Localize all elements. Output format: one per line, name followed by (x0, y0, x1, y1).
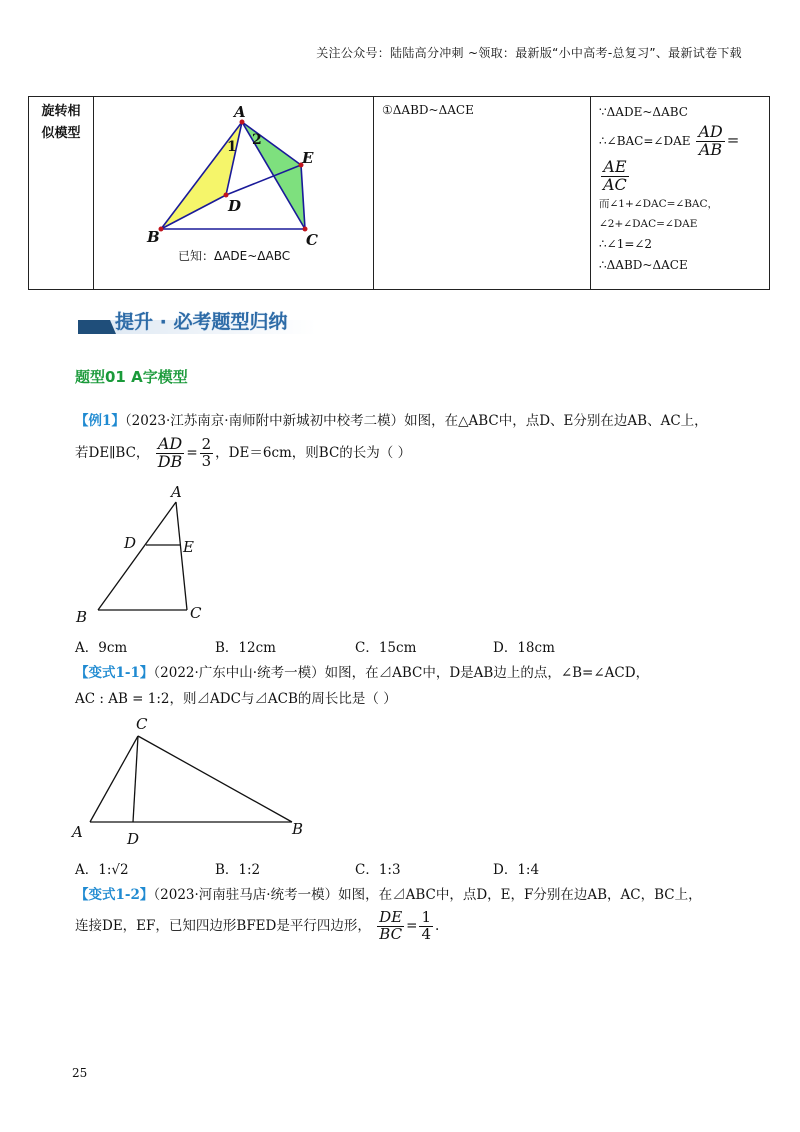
v11-label-a: A (72, 823, 83, 841)
label-a: A (234, 103, 246, 121)
proof-eq: = (726, 130, 740, 149)
variant12-end: . (435, 917, 440, 934)
proof-line-2 (599, 124, 761, 193)
example1-condition: 若DE∥BC， (75, 444, 150, 461)
ex1-label-c: C (190, 604, 202, 622)
variant12-line2 (75, 910, 439, 943)
variant11-option-c[interactable]: C．1:3 (355, 862, 401, 878)
ex1-label-e: E (183, 538, 194, 556)
label-e: E (302, 149, 314, 167)
proof-frac-ae-ac (601, 156, 629, 194)
model-proof-cell (591, 97, 770, 290)
variant12-frac-num: DE (379, 908, 403, 926)
example1-line1 (75, 410, 708, 432)
example1-option-b[interactable]: B．12cm (215, 640, 276, 656)
proof-frac-ad-ab (696, 124, 724, 159)
example1-option-d[interactable]: D．18cm (493, 640, 555, 656)
ex1-label-a: A (171, 483, 182, 501)
proof-frac-ad-ab-num: AD (698, 122, 723, 142)
model-conclusion: ①ΔABD~ΔACE (382, 103, 474, 117)
model-name: 旋转相似模型 (41, 104, 81, 141)
label-angle-1: 1 (227, 139, 237, 155)
variant12-line1 (75, 884, 702, 906)
ex1-segment-ac (176, 502, 187, 610)
model-table (28, 96, 770, 290)
variant12-frac-den: BC (379, 924, 403, 943)
label-c: C (306, 231, 318, 249)
proof-line-5: ∴∠1=∠2 (599, 237, 653, 252)
example1-question: ，DE＝6cm，则BC的长为（ ） (215, 444, 412, 461)
label-angle-2: 2 (252, 132, 262, 148)
label-d: D (228, 197, 242, 215)
page-number: 25 (72, 1066, 88, 1080)
proof-frac-ae-ac-den: AC (603, 174, 627, 194)
model-name-cell (29, 97, 94, 290)
proof-line-1: ∵ΔADE~ΔABC (599, 105, 688, 119)
ex1-label-d: D (124, 534, 137, 552)
figure-caption: 已知：ΔADE~ΔABC (178, 249, 291, 263)
example1-line2 (75, 436, 411, 471)
v11-segment-ac (90, 736, 138, 822)
example1-frac2-den: 3 (201, 451, 212, 470)
proof-line-3: 而∠1+∠DAC=∠BAC， (599, 198, 719, 211)
v11-segment-cd (133, 736, 138, 822)
example1-frac-ad-db (156, 436, 185, 471)
proof-line-2-prefix: ∴∠BAC=∠DAE (599, 133, 691, 148)
variant11-tag: 【变式1-1】 (75, 665, 154, 681)
variant12-text2: 连接DE，EF，已知四边形BFED是平行四边形， (75, 917, 371, 934)
variant12-frac2-den: 4 (421, 924, 432, 943)
variant12-frac-1-4 (419, 910, 433, 943)
variant12-tag: 【变式1-2】 (75, 887, 154, 903)
section-title: 提升 · 必考题型归纳 (115, 311, 288, 333)
variant12-frac-de-bc (377, 910, 404, 943)
example1-figure (72, 480, 222, 630)
example1-tag: 【例1】 (75, 413, 125, 429)
variant12-text1: （2023·河南驻马店·统考一模）如图，在⊿ABC中，点D，E，F分别在边AB，AC，BC上， (153, 887, 702, 903)
variant11-option-b[interactable]: B．1:2 (215, 862, 261, 878)
proof-frac-ad-ab-den: AB (698, 139, 723, 159)
example1-frac2-num: 2 (201, 435, 212, 454)
variant11-text1: （2022·广东中山·统考一模）如图，在⊿ABC中，D是AB边上的点，∠B=∠ACD， (153, 665, 650, 681)
page-header: 关注公众号：陆陆高分冲刺 ~领取：最新版“小中高考-总复习”、最新试卷下载 (316, 46, 742, 60)
variant11-figure (70, 712, 320, 852)
variant12-frac2-num: 1 (421, 908, 432, 926)
proof-frac-ae-ac-num: AE (601, 159, 629, 177)
variant11-option-a[interactable]: A．1:√2 (75, 862, 129, 878)
model-conclusion-cell (374, 97, 591, 290)
variant11-line1 (75, 662, 649, 684)
v11-label-b: B (292, 820, 304, 838)
type01-title: 题型01 A字模型 (75, 368, 188, 386)
example1-frac-den: DB (157, 451, 183, 471)
proof-line-4: ∠2+∠DAC=∠DAE (599, 218, 698, 231)
model-figure-cell (94, 97, 374, 290)
variant11-option-d[interactable]: D．1:4 (493, 862, 540, 878)
variant12-eq: = (406, 917, 418, 934)
ex1-label-b: B (76, 608, 88, 626)
example1-frac-num: AD (156, 436, 185, 454)
v11-label-c: C (136, 715, 148, 733)
variant11-line2: AC : AB = 1:2，则⊿ADC与⊿ACB的周长比是（ ） (75, 691, 397, 707)
example1-source: （2023·江苏南京·南师附中新城初中校考二模）如图，在△ABC中，点D、E分别在边AB、AC上， (124, 413, 708, 429)
example1-eq: = (186, 444, 198, 461)
example1-option-a[interactable]: A．9cm (75, 640, 128, 656)
section-banner-mark (78, 320, 116, 334)
ex1-segment-ab (98, 502, 176, 610)
v11-label-d: D (127, 830, 140, 848)
v11-segment-bc (138, 736, 292, 822)
example1-frac-2-3 (200, 437, 214, 470)
rotation-similarity-figure (94, 97, 373, 277)
proof-line-6: ∴ΔABD~ΔACE (599, 258, 688, 273)
example1-option-c[interactable]: C．15cm (355, 640, 417, 656)
label-b: B (147, 228, 160, 246)
